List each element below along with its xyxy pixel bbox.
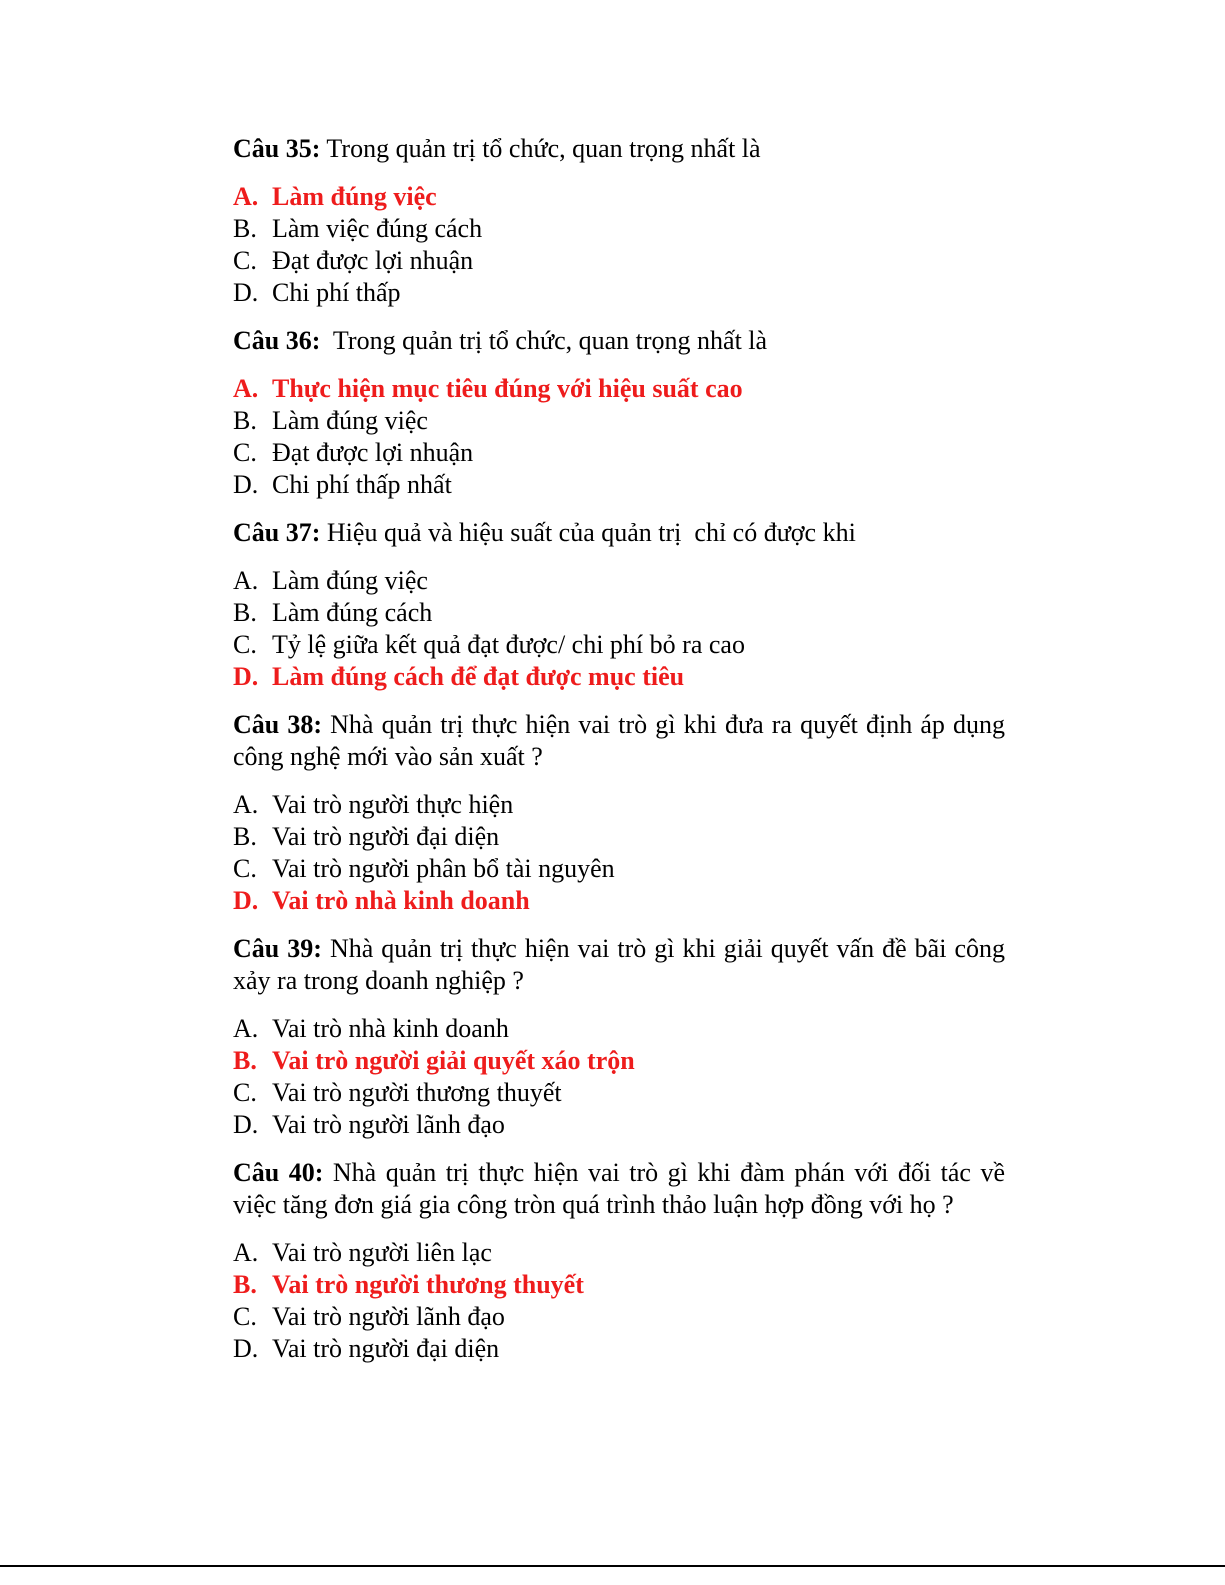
option-letter: C.	[233, 438, 257, 467]
option-text: Làm việc đúng cách	[272, 214, 483, 243]
option-text: Chi phí thấp nhất	[272, 470, 452, 499]
option-text: Vai trò người đại diện	[272, 1334, 500, 1363]
answer-option-c	[233, 245, 1005, 277]
question-text: Nhà quản trị thực hiện vai trò gì khi giải quyết vấn đề bãi công xảy ra trong doanh nghiệp ?	[233, 934, 1005, 995]
answer-option-a	[233, 789, 1005, 821]
option-letter: A.	[233, 182, 259, 211]
answer-option-c	[233, 629, 1005, 661]
option-text: Vai trò người phân bổ tài nguyên	[272, 854, 615, 883]
option-letter: C.	[233, 854, 257, 883]
option-letter: B.	[233, 1270, 257, 1299]
answer-option-d	[233, 469, 1005, 501]
option-text: Tỷ lệ giữa kết quả đạt được/ chi phí bỏ ra cao	[272, 630, 745, 659]
option-text: Thực hiện mục tiêu đúng với hiệu suất cao	[272, 374, 743, 403]
question-40	[233, 1157, 1005, 1365]
question-text: Trong quản trị tổ chức, quan trọng nhất là	[320, 326, 768, 355]
question-35	[233, 133, 1005, 309]
question-text: Nhà quản trị thực hiện vai trò gì khi đưa ra quyết định áp dụng công nghệ mới vào sản xuất ?	[233, 710, 1005, 771]
question-number: Câu 38:	[233, 710, 323, 739]
answer-option-b	[233, 213, 1005, 245]
question-number: Câu 39:	[233, 934, 322, 963]
option-text: Làm đúng cách	[272, 598, 433, 627]
question-stem	[233, 325, 1005, 357]
option-text: Làm đúng việc	[272, 182, 437, 211]
option-text: Làm đúng việc	[272, 566, 428, 595]
option-letter: D.	[233, 278, 259, 307]
answer-option-b	[233, 1269, 1005, 1301]
answer-options	[233, 789, 1005, 917]
answer-options	[233, 1013, 1005, 1141]
answer-options	[233, 565, 1005, 693]
answer-option-a	[233, 373, 1005, 405]
option-text: Vai trò nhà kinh doanh	[272, 886, 530, 915]
option-letter: C.	[233, 1302, 257, 1331]
option-letter: C.	[233, 1078, 257, 1107]
answer-options	[233, 1237, 1005, 1365]
answer-option-c	[233, 1077, 1005, 1109]
option-letter: D.	[233, 662, 259, 691]
answer-option-a	[233, 565, 1005, 597]
option-letter: B.	[233, 406, 257, 435]
answer-option-c	[233, 853, 1005, 885]
option-text: Chi phí thấp	[272, 278, 401, 307]
option-text: Vai trò nhà kinh doanh	[272, 1014, 509, 1043]
answer-options	[233, 373, 1005, 501]
question-text: Hiệu quả và hiệu suất của quản trị chỉ có được khi	[320, 518, 856, 547]
answer-option-d	[233, 1109, 1005, 1141]
option-letter: D.	[233, 470, 259, 499]
answer-option-a	[233, 181, 1005, 213]
option-letter: B.	[233, 822, 257, 851]
answer-option-a	[233, 1237, 1005, 1269]
question-stem	[233, 1157, 1005, 1221]
option-letter: A.	[233, 374, 259, 403]
option-letter: A.	[233, 790, 259, 819]
question-39	[233, 933, 1005, 1141]
option-text: Vai trò người đại diện	[272, 822, 500, 851]
question-38	[233, 709, 1005, 917]
option-letter: D.	[233, 1334, 259, 1363]
option-letter: C.	[233, 630, 257, 659]
option-text: Vai trò người thương thuyết	[272, 1270, 584, 1299]
answer-option-c	[233, 1301, 1005, 1333]
answer-option-b	[233, 1045, 1005, 1077]
option-text: Vai trò người lãnh đạo	[272, 1110, 505, 1139]
option-letter: A.	[233, 566, 259, 595]
question-37	[233, 517, 1005, 693]
question-number: Câu 35:	[233, 134, 321, 163]
question-stem	[233, 133, 1005, 165]
question-text: Nhà quản trị thực hiện vai trò gì khi đàm phán với đối tác về việc tăng đơn giá gia công tròn quá trình thảo luận hợp đồng với họ ?	[233, 1158, 1005, 1219]
answer-option-c	[233, 437, 1005, 469]
question-text: Trong quản trị tổ chức, quan trọng nhất là	[320, 134, 761, 163]
answer-option-b	[233, 821, 1005, 853]
answer-option-d	[233, 885, 1005, 917]
option-letter: A.	[233, 1238, 259, 1267]
question-36	[233, 325, 1005, 501]
answer-option-b	[233, 405, 1005, 437]
option-letter: B.	[233, 598, 257, 627]
question-number: Câu 36:	[233, 326, 321, 355]
option-text: Làm đúng cách để đạt được mục tiêu	[272, 662, 685, 691]
question-stem	[233, 709, 1005, 773]
question-number: Câu 40:	[233, 1158, 324, 1187]
answer-option-d	[233, 277, 1005, 309]
option-text: Làm đúng việc	[272, 406, 428, 435]
option-letter: C.	[233, 246, 257, 275]
option-letter: B.	[233, 214, 257, 243]
document-page	[233, 133, 1005, 1381]
question-stem	[233, 517, 1005, 549]
question-number: Câu 37:	[233, 518, 321, 547]
answer-option-b	[233, 597, 1005, 629]
option-text: Vai trò người liên lạc	[272, 1238, 492, 1267]
answer-option-d	[233, 1333, 1005, 1365]
option-text: Vai trò người giải quyết xáo trộn	[272, 1046, 635, 1075]
option-text: Đạt được lợi nhuận	[272, 438, 474, 467]
option-text: Đạt được lợi nhuận	[272, 246, 474, 275]
option-letter: D.	[233, 1110, 259, 1139]
option-text: Vai trò người thương thuyết	[272, 1078, 562, 1107]
question-stem	[233, 933, 1005, 997]
page-bottom-divider	[0, 1565, 1225, 1567]
option-text: Vai trò người thực hiện	[272, 790, 514, 819]
option-letter: B.	[233, 1046, 257, 1075]
option-text: Vai trò người lãnh đạo	[272, 1302, 505, 1331]
answer-option-d	[233, 661, 1005, 693]
option-letter: D.	[233, 886, 259, 915]
answer-options	[233, 181, 1005, 309]
option-letter: A.	[233, 1014, 259, 1043]
answer-option-a	[233, 1013, 1005, 1045]
